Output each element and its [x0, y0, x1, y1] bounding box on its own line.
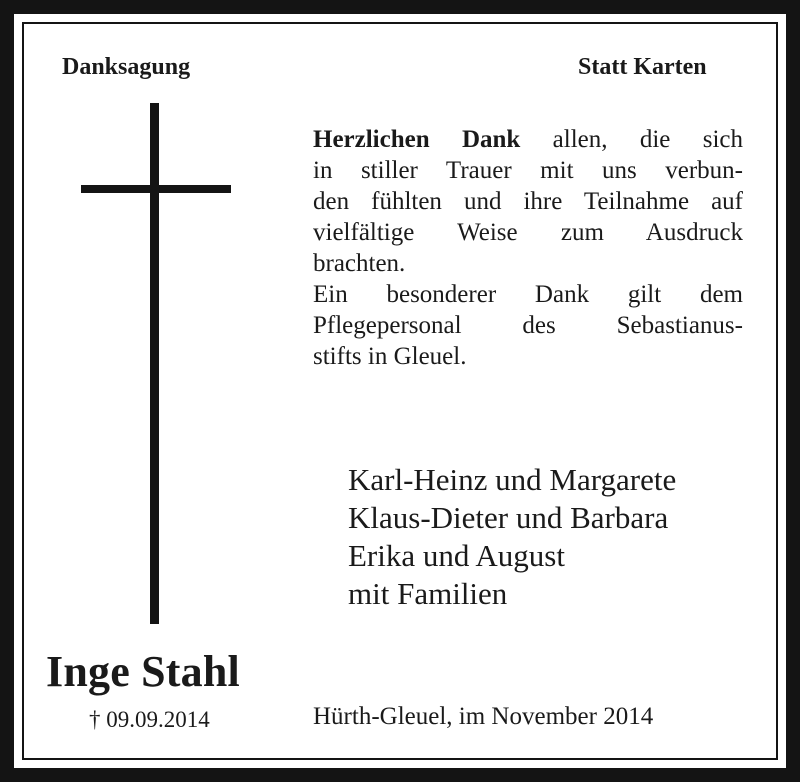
signer-line: mit Familien: [348, 576, 508, 611]
message-line-rest: allen, die sich: [552, 126, 743, 153]
message-line: brachten.: [313, 250, 406, 277]
message-line: den fühlten und ihre Teilnahme auf: [313, 188, 743, 215]
signer-line: Karl-Heinz und Margarete: [348, 462, 677, 497]
signers-list: [348, 461, 676, 613]
message-line: stifts in Gleuel.: [313, 343, 467, 370]
message-line: Ein besonderer Dank gilt dem: [313, 281, 743, 308]
message-line: Pflegepersonal des Sebastianus-: [313, 312, 743, 339]
cross-vertical-bar: [150, 103, 159, 624]
cross-horizontal-bar: [81, 185, 231, 193]
signer-line: Erika und August: [348, 538, 565, 573]
header-danksagung: Danksagung: [62, 54, 191, 80]
header-statt-karten: Statt Karten: [578, 54, 707, 80]
message-emphasis: Herzlichen Dank: [313, 126, 521, 153]
message-line: vielfältige Weise zum Ausdruck: [313, 219, 743, 246]
message-line: in stiller Trauer mit uns verbun-: [313, 157, 743, 184]
place-and-date: Hürth-Gleuel, im November 2014: [313, 703, 654, 730]
thank-you-message: [313, 124, 743, 372]
message-line: [313, 124, 743, 155]
signer-line: Klaus-Dieter und Barbara: [348, 500, 669, 535]
death-date: † 09.09.2014: [89, 707, 210, 732]
deceased-name: Inge Stahl: [46, 647, 240, 696]
